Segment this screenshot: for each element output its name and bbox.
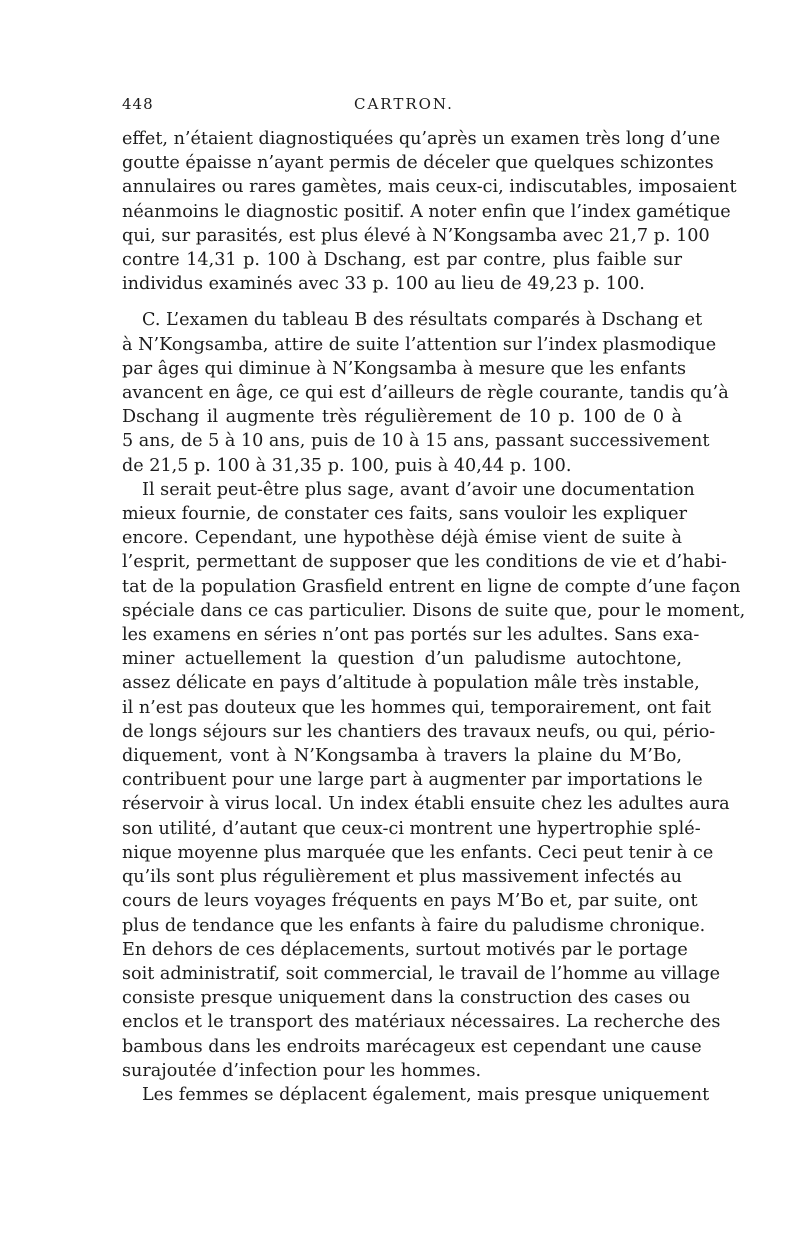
text-line: cours de leurs voyages fréquents en pays M’Bo et, par suite, ont [122,891,698,912]
page-number: 448 [122,95,154,113]
text-line: Les femmes se déplacent également, mais presque uniquement [142,1084,710,1105]
text-line: de longs séjours sur les chantiers des travaux neufs, ou qui, pério- [122,721,716,742]
text-line: enclos et le transport des matériaux nécessaires. La recherche des [122,1012,721,1033]
text-line: Dschang il augmente très régulièrement de 10 p. 100 de 0 à [122,407,682,428]
body-text [122,127,746,1107]
paragraph-4 [122,1083,710,1107]
text-line: soit administratif, soit commercial, le travail de l’homme au village [122,963,721,984]
text-line: réservoir à virus local. Un index établi ensuite chez les adultes aura [122,794,730,815]
page-header [122,95,682,123]
paragraph-2 [122,308,729,477]
text-line: assez délicate en pays d’altitude à population mâle très instable, [122,673,700,694]
text-line: surajoutée d’infection pour les hommes. [122,1060,482,1081]
text-line: effet, n’étaient diagnostiquées qu’après un examen très long d’une [122,129,721,149]
text-line: contribuent pour une large part à augmenter par importations le [122,770,703,791]
text-line: individus examinés avec 33 p. 100 au lieu de 49,23 p. 100. [122,274,645,295]
text-line: consiste presque uniquement dans la construction des cases ou [122,988,691,1009]
text-line: de 21,5 p. 100 à 31,35 p. 100, puis à 40,44 p. 100. [122,455,572,476]
text-line: plus de tendance que les enfants à faire du paludisme chronique. [122,915,706,936]
text-line: les examens en séries n’ont pas portés sur les adultes. Sans exa- [122,625,700,646]
text-line: annulaires ou rares gamètes, mais ceux-ci, indiscutables, imposaient [122,177,737,198]
text-line: spéciale dans ce cas particulier. Disons de suite que, pour le moment, [122,600,746,621]
text-line: avancent en âge, ce qui est d’ailleurs de règle courante, tandis qu’à [122,383,729,404]
text-line: qu’ils sont plus régulièrement et plus massivement infectés au [122,867,682,888]
text-line: l’esprit, permettant de supposer que les conditions de vie et d’habi- [122,552,727,573]
text-line: bambous dans les endroits marécageux est cependant une cause [122,1036,702,1057]
paragraph-3 [122,478,746,1083]
text-line: En dehors de ces déplacements, surtout motivés par le portage [122,939,688,960]
text-line: tat de la population Grasfield entrent en ligne de compte d’une façon [122,576,741,597]
paragraph-1 [122,127,737,296]
text-line: Il serait peut-être plus sage, avant d’avoir une documentation [142,479,695,500]
text-line: encore. Cependant, une hypothèse déjà émise vient de suite à [122,528,682,549]
text-line: C. L’examen du tableau B des résultats comparés à Dschang et [142,310,703,331]
text-line: contre 14,31 p. 100 à Dschang, est par contre, plus faible sur [122,250,682,271]
text-line: néanmoins le diagnostic positif. A noter enfin que l’index gamétique [122,201,731,222]
text-line: mieux fournie, de constater ces faits, sans vouloir les expliquer [122,504,687,525]
text-line: il n’est pas douteux que les hommes qui, temporairement, ont fait [122,697,712,718]
text-line: goutte épaisse n’ayant permis de déceler que quelques schizontes [122,153,714,174]
text-line: par âges qui diminue à N’Kongsamba à mesure que les enfants [122,358,687,379]
text-line: miner actuellement la question d’un paludisme autochtone, [122,649,682,670]
text-line: son utilité, d’autant que ceux-ci montrent une hypertrophie splé- [122,818,701,839]
paragraph-gap [122,296,682,308]
text-line: à N’Kongsamba, attire de suite l’attention sur l’index plasmodique [122,334,717,355]
text-line: diquement, vont à N’Kongsamba à travers la plaine du M’Bo, [122,746,682,767]
text-line: qui, sur parasités, est plus élevé à N’Kongsamba avec 21,7 p. 100 [122,225,710,246]
text-line: 5 ans, de 5 à 10 ans, puis de 10 à 15 ans, passant successivement [122,431,710,452]
text-line: nique moyenne plus marquée que les enfants. Ceci peut tenir à ce [122,842,714,863]
running-title: CARTRON. [354,95,454,113]
